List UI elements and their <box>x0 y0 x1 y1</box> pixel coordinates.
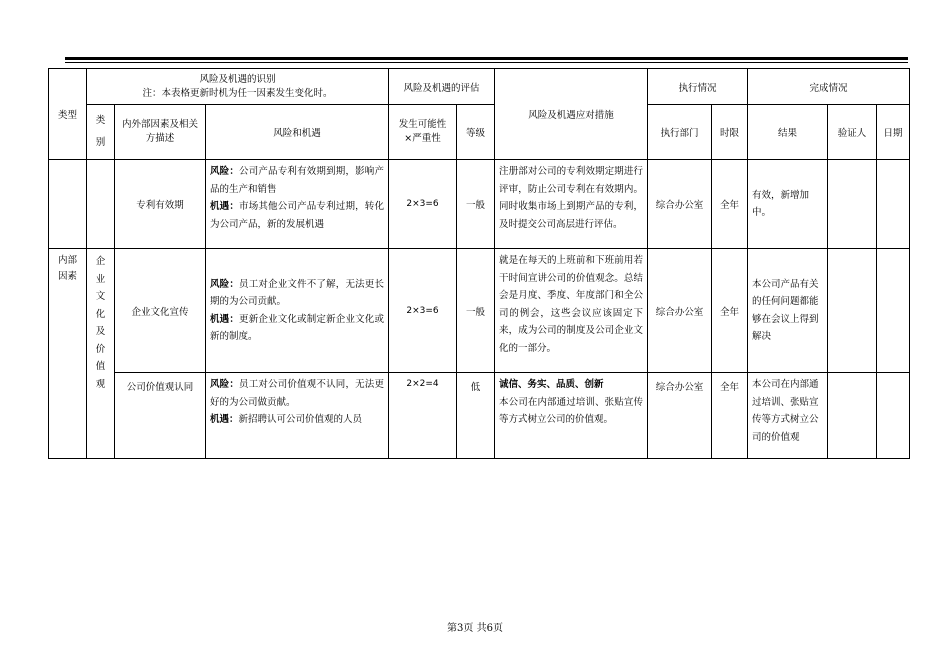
score-cell: 2×2=4 <box>389 373 457 459</box>
identification-note: 注：本表格更新时机为任一因素发生变化时。 <box>142 87 333 99</box>
verifier-cell <box>828 249 877 373</box>
measure-cell <box>495 373 648 459</box>
header-completion: 完成情况 <box>748 69 910 105</box>
description-cell: 企业文化宣传 <box>115 249 206 373</box>
period-cell: 全年 <box>712 373 748 459</box>
level-cell: 一般 <box>457 160 495 249</box>
header-result: 结果 <box>748 105 828 160</box>
risk-opportunity-table <box>48 68 910 459</box>
category-char: 业 <box>95 273 106 285</box>
header-verifier: 验证人 <box>828 105 877 160</box>
period-cell: 全年 <box>712 160 748 249</box>
category-char: 企 <box>95 256 106 267</box>
date-cell <box>877 160 910 249</box>
level-cell: 低 <box>457 373 495 459</box>
category-char: 观 <box>95 378 106 390</box>
opportunity-label: 机遇： <box>210 313 240 325</box>
risk-opportunity-cell <box>206 373 389 459</box>
date-cell <box>877 249 910 373</box>
table-row <box>49 373 910 459</box>
risk-label: 风险： <box>210 379 240 390</box>
header-level: 等级 <box>457 105 495 160</box>
header-probability-severity: 发生可能性×严重性 <box>389 105 457 160</box>
header-risk-opportunity: 风险和机遇 <box>206 105 389 160</box>
date-cell <box>877 373 910 459</box>
type-cell-empty <box>49 160 87 249</box>
header-description: 内外部因素及相关方描述 <box>115 105 206 160</box>
measure-text: 本公司在内部通过培训、张贴宣传等方式树立公司的价值观。 <box>499 396 644 425</box>
category-char: 化 <box>95 308 106 320</box>
opportunity-label: 机遇： <box>210 414 239 425</box>
opportunity-label: 机遇： <box>210 201 240 212</box>
header-rule-thin <box>65 62 908 63</box>
opportunity-text: 新招聘认可公司价值观的人员 <box>238 414 363 425</box>
score-cell: 2×3=6 <box>389 160 457 249</box>
verifier-cell <box>828 373 877 459</box>
header-category-char: 别 <box>95 137 106 148</box>
description-cell: 公司价值观认同 <box>115 373 206 459</box>
type-label: 内部因素 <box>57 255 77 282</box>
header-identification <box>87 69 389 105</box>
result-cell: 有效，新增加中。 <box>748 160 828 249</box>
category-char: 文 <box>95 291 106 302</box>
opportunity-text: 更新企业文化或制定新企业文化或新的制度。 <box>210 313 384 342</box>
risk-opportunity-cell <box>206 160 389 249</box>
category-cell-empty <box>87 160 115 249</box>
category-cell <box>87 249 115 459</box>
header-category <box>87 105 115 160</box>
header-period: 时限 <box>712 105 748 160</box>
header-type: 类型 <box>49 69 87 160</box>
category-char: 值 <box>95 361 106 372</box>
description-cell: 专利有效期 <box>115 160 206 249</box>
measure-text: 就是在每天的上班前和下班前用若干时间宣讲公司的价值观念。总结会是月度、季度、年度部门和全公司的例会，这些会议应该固定下来，成为公司的制度及公司企业文化的一部分。 <box>499 255 644 354</box>
header-dept: 执行部门 <box>648 105 712 160</box>
type-cell <box>49 249 87 459</box>
header-measures: 风险及机遇应对措施 <box>495 69 648 160</box>
measure-cell <box>495 160 648 249</box>
measure-cell <box>495 249 648 373</box>
opportunity-text: 市场其他公司产品专利过期，转化为公司产品，新的发展机遇 <box>210 201 384 230</box>
risk-opportunity-cell <box>206 249 389 373</box>
verifier-cell <box>828 160 877 249</box>
period-cell: 全年 <box>712 249 748 373</box>
table-row <box>49 160 910 249</box>
header-rule-thick <box>65 57 908 60</box>
dept-cell: 综合办公室 <box>648 160 712 249</box>
header-date: 日期 <box>877 105 910 160</box>
measure-values-bold: 诚信、务实、品质、创新 <box>499 379 604 390</box>
risk-text: 员工对企业文件不了解，无法更长期的为公司贡献。 <box>210 278 384 307</box>
risk-text: 员工对公司价值观不认同，无法更好的为公司做贡献。 <box>210 379 384 408</box>
score-cell: 2×3=6 <box>389 249 457 373</box>
level-cell: 一般 <box>457 249 495 373</box>
measure-text: 注册部对公司的专利效期定期进行评审，防止公司专利在有效期内。同时收集市场上到期产品的专利，及时提交公司高层进行评估。 <box>499 166 644 230</box>
header-execution: 执行情况 <box>648 69 748 105</box>
result-cell: 本公司在内部通过培训、张贴宣传等方式树立公司的价值观 <box>748 373 828 459</box>
risk-text: 公司产品专利有效期到期，影响产品的生产和销售 <box>210 166 384 195</box>
identification-title: 风险及机遇的识别 <box>199 73 276 85</box>
header-evaluation: 风险及机遇的评估 <box>389 69 495 105</box>
page-footer: 第3页 共6页 <box>447 623 503 634</box>
category-char: 及 <box>95 326 106 337</box>
result-cell: 本公司产品有关的任何问题都能够在会议上得到解决 <box>748 249 828 373</box>
header-category-char: 类 <box>95 115 106 126</box>
category-char: 价 <box>95 343 106 355</box>
dept-cell: 综合办公室 <box>648 249 712 373</box>
table-row <box>49 249 910 373</box>
risk-label: 风险： <box>210 166 240 177</box>
dept-cell: 综合办公室 <box>648 373 712 459</box>
risk-label: 风险： <box>210 278 240 290</box>
